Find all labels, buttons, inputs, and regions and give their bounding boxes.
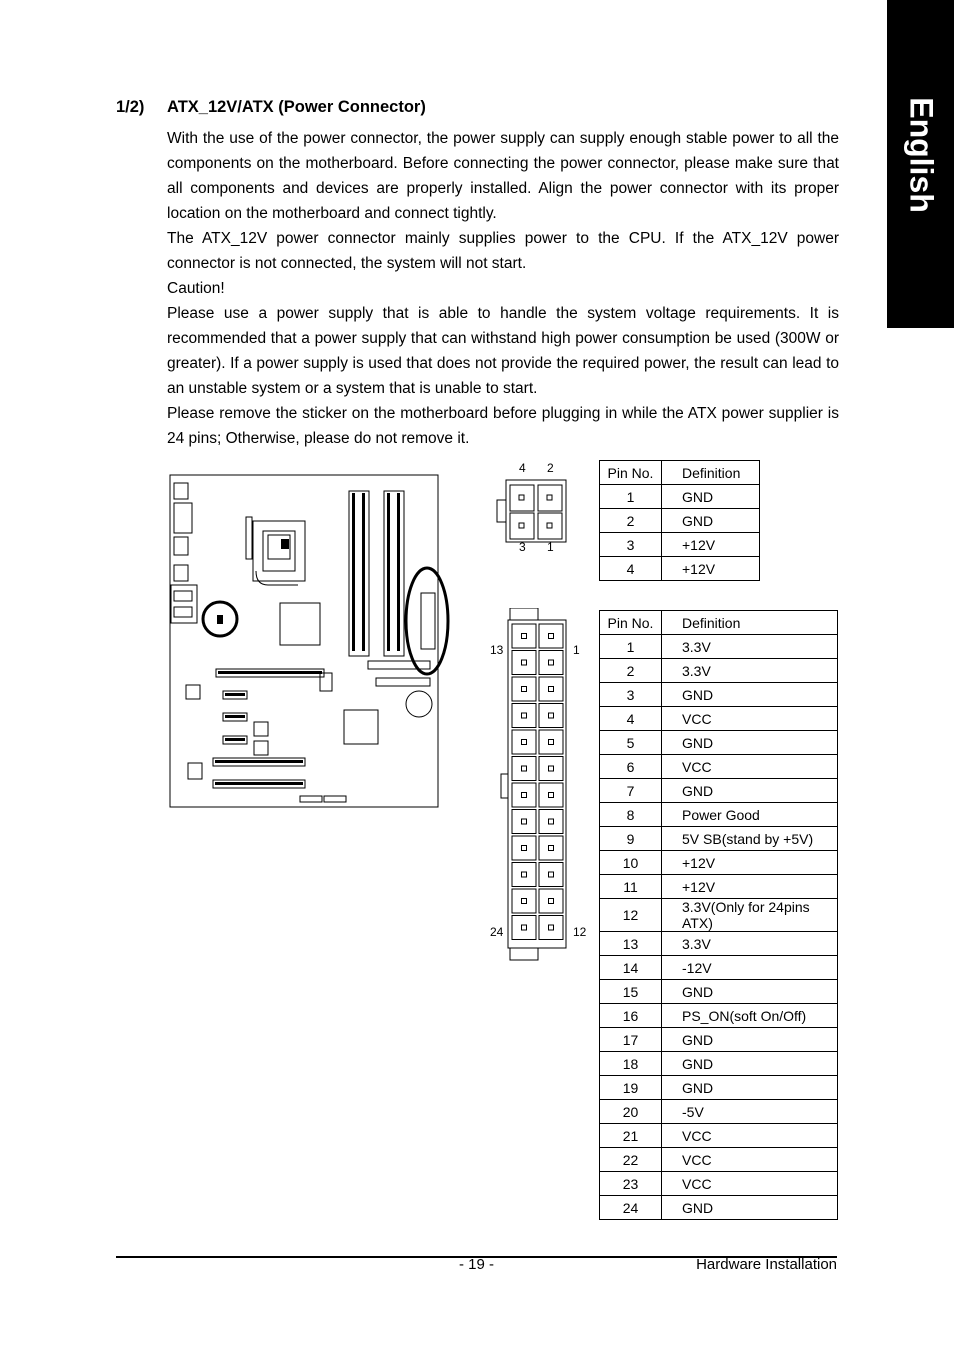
atx-label-13: 13 (490, 643, 504, 657)
connector-pin-dot (522, 740, 527, 745)
atx-label-1: 1 (573, 643, 580, 657)
table-row (600, 635, 838, 659)
section-title: ATX_12V/ATX (Power Connector) (167, 98, 426, 116)
pin-definition: GND (662, 1028, 838, 1052)
paragraph: With the use of the power connector, the power supply can supply enough stable power to all the components on the motherboard. Before connecting the power connector, please make sure that all components and devices are properly installed. Align the power connector with its proper location on the motherboard and connect tightly. (167, 130, 839, 222)
language-tab (887, 0, 954, 328)
table-row (600, 1196, 838, 1220)
table-row (600, 956, 838, 980)
pin-number: 18 (600, 1052, 662, 1076)
connector-pin-dot (549, 899, 554, 904)
connector-pin (512, 730, 536, 754)
connector-pin (539, 704, 563, 728)
table-header-row (600, 461, 760, 485)
table-row (600, 932, 838, 956)
pin-definition: -5V (662, 1100, 838, 1124)
definition-header: Definition (662, 611, 838, 635)
pin-number: 17 (600, 1028, 662, 1052)
connector-pin (512, 677, 536, 701)
table-row (600, 1004, 838, 1028)
pin-definition: +12V (662, 875, 838, 899)
table-row (600, 803, 838, 827)
connector-pin-dot (522, 819, 527, 824)
atx12v-label-4: 4 (519, 461, 526, 475)
pin-number: 21 (600, 1124, 662, 1148)
connector-pin (512, 889, 536, 913)
paragraph: The ATX_12V power connector mainly supplies power to the CPU. If the ATX_12V power connector is not connected, the system will not start. (167, 230, 839, 272)
pin-number: 7 (600, 779, 662, 803)
table-row (600, 899, 838, 932)
table-row (600, 1076, 838, 1100)
pin-number: 8 (600, 803, 662, 827)
atx12v-pin-table (599, 460, 760, 581)
connector-latch (510, 608, 538, 620)
pin-number: 12 (600, 899, 662, 932)
connector-latch (510, 948, 538, 960)
footer-section: Hardware Installation (696, 1256, 837, 1273)
pin-definition: 3.3V (662, 635, 838, 659)
connector-pin-dot (522, 713, 527, 718)
atx-connector-diagram (498, 608, 570, 962)
pin-definition: VCC (662, 755, 838, 779)
table-row (600, 683, 838, 707)
connector-housing (508, 620, 566, 948)
connector-pin-dot (549, 872, 554, 877)
connector-pin-dot (549, 713, 554, 718)
pin-definition: GND (662, 1196, 838, 1220)
connector-pin (539, 916, 563, 940)
paragraph: Please remove the sticker on the motherboard before plugging in while the ATX power supplier is 24 pins; Otherwise, please do not remove it. (167, 405, 839, 447)
pin-number: 2 (600, 659, 662, 683)
motherboard-diagram (168, 473, 450, 813)
table-row (600, 1148, 838, 1172)
language-tab-label: English (903, 97, 939, 213)
pin-no-header: Pin No. (600, 461, 662, 485)
connector-pin-dot (522, 634, 527, 639)
table-row (600, 1172, 838, 1196)
atx-pin-table (599, 610, 838, 1220)
pin-number: 4 (600, 557, 662, 581)
table-row (600, 707, 838, 731)
connector-pin-dot (549, 634, 554, 639)
connector-pin-dot (522, 872, 527, 877)
connector-pin-dot (522, 925, 527, 930)
connector-pin (539, 757, 563, 781)
connector-pin (512, 916, 536, 940)
pin-number: 13 (600, 932, 662, 956)
connector-pin-dot (549, 925, 554, 930)
connector-pin-dot (549, 766, 554, 771)
pin-number: 14 (600, 956, 662, 980)
pin-definition: VCC (662, 707, 838, 731)
pin-number: 19 (600, 1076, 662, 1100)
connector-pin-dot (549, 846, 554, 851)
pin-number: 24 (600, 1196, 662, 1220)
table-row (600, 731, 838, 755)
pin-definition: GND (662, 683, 838, 707)
definition-header: Definition (662, 461, 760, 485)
atx12v-label-1: 1 (547, 540, 554, 554)
pin-definition: 3.3V(Only for 24pins ATX) (662, 899, 838, 932)
connector-pin (539, 889, 563, 913)
pin-definition: VCC (662, 1172, 838, 1196)
table-row (600, 875, 838, 899)
pin-definition: +12V (662, 851, 838, 875)
pin-number: 22 (600, 1148, 662, 1172)
connector-pin (512, 863, 536, 887)
connector-pin (512, 651, 536, 675)
table-row (600, 509, 760, 533)
connector-pin-dot (522, 846, 527, 851)
pin-number: 1 (600, 485, 662, 509)
pin-definition: 3.3V (662, 659, 838, 683)
connector-pin (539, 651, 563, 675)
connector-pin (512, 810, 536, 834)
pin-definition: GND (662, 485, 760, 509)
connector-pin (539, 863, 563, 887)
pin-number: 2 (600, 509, 662, 533)
pin-number: 11 (600, 875, 662, 899)
connector-pin (512, 783, 536, 807)
atx12v-label-2: 2 (547, 461, 554, 475)
table-header-row (600, 611, 838, 635)
connector-pin-dot (522, 766, 527, 771)
pin-definition: GND (662, 509, 760, 533)
section-number: 1/2) (116, 98, 145, 116)
table-row (600, 533, 760, 557)
pin-number: 16 (600, 1004, 662, 1028)
pin-definition: +12V (662, 557, 760, 581)
connector-key (501, 774, 508, 798)
table-row (600, 827, 838, 851)
connector-pin-dot (549, 660, 554, 665)
table-row (600, 1028, 838, 1052)
table-row (600, 659, 838, 683)
pin-number: 3 (600, 533, 662, 557)
atx12v-label-3: 3 (519, 540, 526, 554)
pin-number: 20 (600, 1100, 662, 1124)
pin-no-header: Pin No. (600, 611, 662, 635)
connector-pin (539, 783, 563, 807)
pin-number: 1 (600, 635, 662, 659)
connector-pin (512, 836, 536, 860)
page-number: - 19 - (459, 1256, 495, 1273)
table-row (600, 557, 760, 581)
connector-pin-dot (549, 687, 554, 692)
pin-definition: +12V (662, 533, 760, 557)
table-row (600, 980, 838, 1004)
connector-pin (539, 624, 563, 648)
table-row (600, 485, 760, 509)
pin-number: 15 (600, 980, 662, 1004)
pin-definition: 3.3V (662, 932, 838, 956)
connector-pin (539, 810, 563, 834)
pin-number: 3 (600, 683, 662, 707)
paragraph: Caution! (167, 280, 225, 297)
connector-pin-dot (522, 660, 527, 665)
atx12v-connector-diagram (494, 478, 568, 546)
connector-pin-dot (522, 687, 527, 692)
table-row (600, 1052, 838, 1076)
pin-number: 6 (600, 755, 662, 779)
table-row (600, 779, 838, 803)
connector-pin-dot (549, 740, 554, 745)
pin-definition: VCC (662, 1148, 838, 1172)
connector-pin (512, 757, 536, 781)
pin-definition: -12V (662, 956, 838, 980)
pin-number: 5 (600, 731, 662, 755)
pin-definition: GND (662, 980, 838, 1004)
connector-pin-dot (549, 819, 554, 824)
pin-definition: 5V SB(stand by +5V) (662, 827, 838, 851)
pin-definition: GND (662, 1052, 838, 1076)
pin-definition: Power Good (662, 803, 838, 827)
connector-pin (539, 677, 563, 701)
atx-label-12: 12 (573, 925, 587, 939)
table-row (600, 755, 838, 779)
connector-pin (539, 836, 563, 860)
table-row (600, 1124, 838, 1148)
pin-number: 10 (600, 851, 662, 875)
pin-definition: GND (662, 779, 838, 803)
connector-pin (512, 624, 536, 648)
pin-definition: GND (662, 1076, 838, 1100)
connector-pin (512, 704, 536, 728)
table-row (600, 851, 838, 875)
connector-pin (539, 730, 563, 754)
pin-number: 9 (600, 827, 662, 851)
body-text (167, 126, 839, 451)
pin-number: 4 (600, 707, 662, 731)
atx-label-24: 24 (490, 925, 504, 939)
pin-number: 23 (600, 1172, 662, 1196)
pin-definition: PS_ON(soft On/Off) (662, 1004, 838, 1028)
connector-pin-dot (549, 793, 554, 798)
connector-pin-dot (522, 899, 527, 904)
pin-definition: GND (662, 731, 838, 755)
connector-pin-dot (522, 793, 527, 798)
pin-definition: VCC (662, 1124, 838, 1148)
table-row (600, 1100, 838, 1124)
paragraph: Please use a power supply that is able to handle the system voltage requirements. It is recommended that a power supply that can withstand high power consumption be used (300W or greater). If a power supply is used that does not provide the required power, the result can lead to an unstable system or a system that is unable to start. (167, 305, 839, 397)
